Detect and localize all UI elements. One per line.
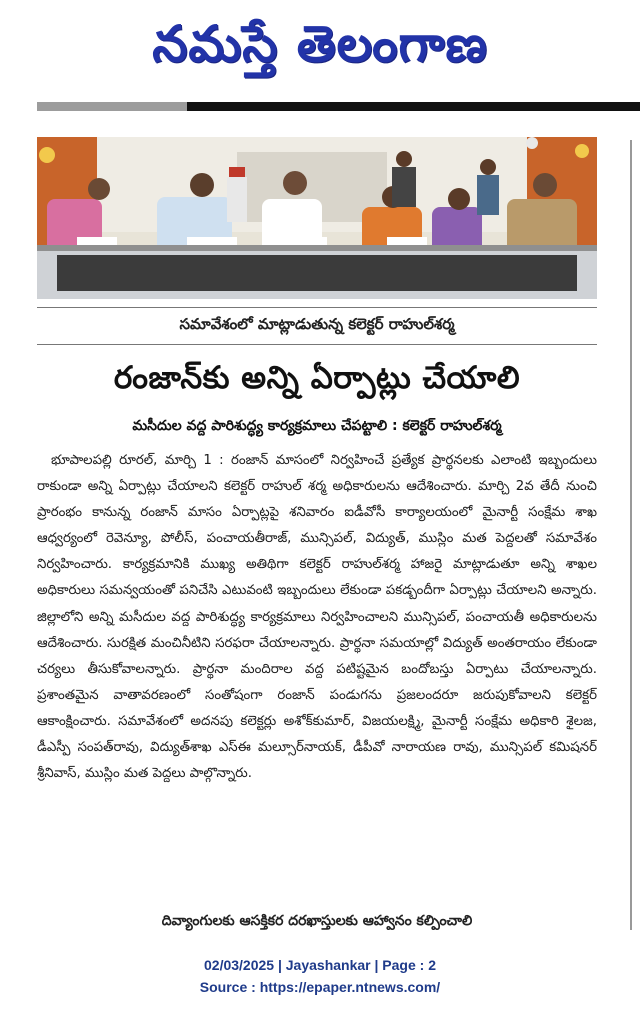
masthead-rule-left: [37, 102, 187, 111]
officials-meeting-illustration: [37, 137, 597, 299]
footer-source: Source : https://epaper.ntnews.com/: [199, 979, 441, 995]
clipped-next-article-line: [37, 913, 597, 931]
article-subheadline: మసీదుల వద్ద పారిశుద్ధ్య కార్యక్రమాలు చేపట్టాలి : కలెక్టర్ రాహుల్‌శర్మ: [132, 417, 502, 434]
newspaper-title: నమస్తే తెలంగాణ: [152, 14, 488, 73]
column-rule: [630, 140, 632, 930]
clipped-next-article-text: దివ్యాంగులకు ఆసక్తికర దరఖాస్తులకు ఆహ్వానం కల్పించాలి: [161, 913, 473, 929]
masthead-rule-right: [187, 102, 640, 111]
news-photo: [37, 137, 597, 299]
photo-caption: సమావేశంలో మాట్లాడుతున్న కలెక్టర్ రాహుల్‌శర్మ: [37, 307, 597, 345]
masthead: [0, 0, 640, 100]
article-headline: రంజాన్‌కు అన్ని ఏర్పాట్లు చేయాలి: [113, 359, 521, 396]
article-body: భూపాలపల్లి రూరల్, మార్చి 1 : రంజాన్ మాసంలో నిర్వహించే ప్రత్యేక ప్రార్థనలకు ఎలాంటి ఇబ్బందులు రాకుండా అన్ని ఏర్పాట్లు చేయాలని కలెక్టర్ రాహుల్ శర్మ అధికారులను ఆదేశించారు. మార్చి 2వ తేదీ నుంచి ప్రారంభం కానున్న రంజాన్ మాసం ఏర్పాట్లపై శనివారం ఐడీవోసీ కార్యాలయంలో మైనార్టీ సంక్షేమ శాఖ ఆధ్వర్యంలో రెవెన్యూ, పోలీస్, పంచాయతీరాజ్, మున్సిపల్, విద్యుత్, ముస్లిం మత పెద్దలతో సమావేశం నిర్వహించారు. కార్యక్రమానికి ముఖ్య అతిథిగా కలెక్టర్ రాహుల్‌శర్మ హాజరై మాట్లాడుతూ అన్ని శాఖల అధికారులు సమన్వయంతో పనిచేసి ఎటువంటి ఇబ్బందులు లేకుండా పకడ్బందీగా ఏర్పాట్లు చేయాలని అన్నారు. జిల్లాలోని అన్ని మసీదుల వద్ద పారిశుద్ధ్య కార్యక్రమాలు నిర్వహించాలని మున్సిపల్, పంచాయతీ అధికారులను ఆదేశించారు. సురక్షిత మంచినీటిని సరఫరా చేయాలన్నారు. ప్రార్థనా సమయాల్లో విద్యుత్ అంతరాయం లేకుండా చర్యలు తీసుకోవాలన్నారు. ప్రార్థనా మందిరాల వద్ద పటిష్టమైన బందోబస్తు ఏర్పాటు చేయాలన్నారు. ప్రశాంతమైన వాతావరణంలో సంతోషంగా రంజాన్ పండుగను ప్రజలందరూ జరుపుకోవాలని కలెక్టర్ ఆకాంక్షించారు. సమావేశంలో అదనపు కలెక్టర్లు అశోక్‌కుమార్, విజయలక్ష్మి, మైనార్టీ సంక్షేమ అధికారి శైలజ, డీఎస్పీ సంపత్‌రావు, విద్యుత్‌శాఖ ఎస్ఈ మల్సూర్‌నాయక్, డీపీవో నారాయణ రావు, మున్సిపల్ కమిషనర్ శ్రీనివాస్, ముస్లిం మత పెద్దలు పాల్గొన్నారు.: [37, 453, 597, 782]
footer-date-edition: 02/03/2025 | Jayashankar | Page : 2: [204, 957, 436, 973]
